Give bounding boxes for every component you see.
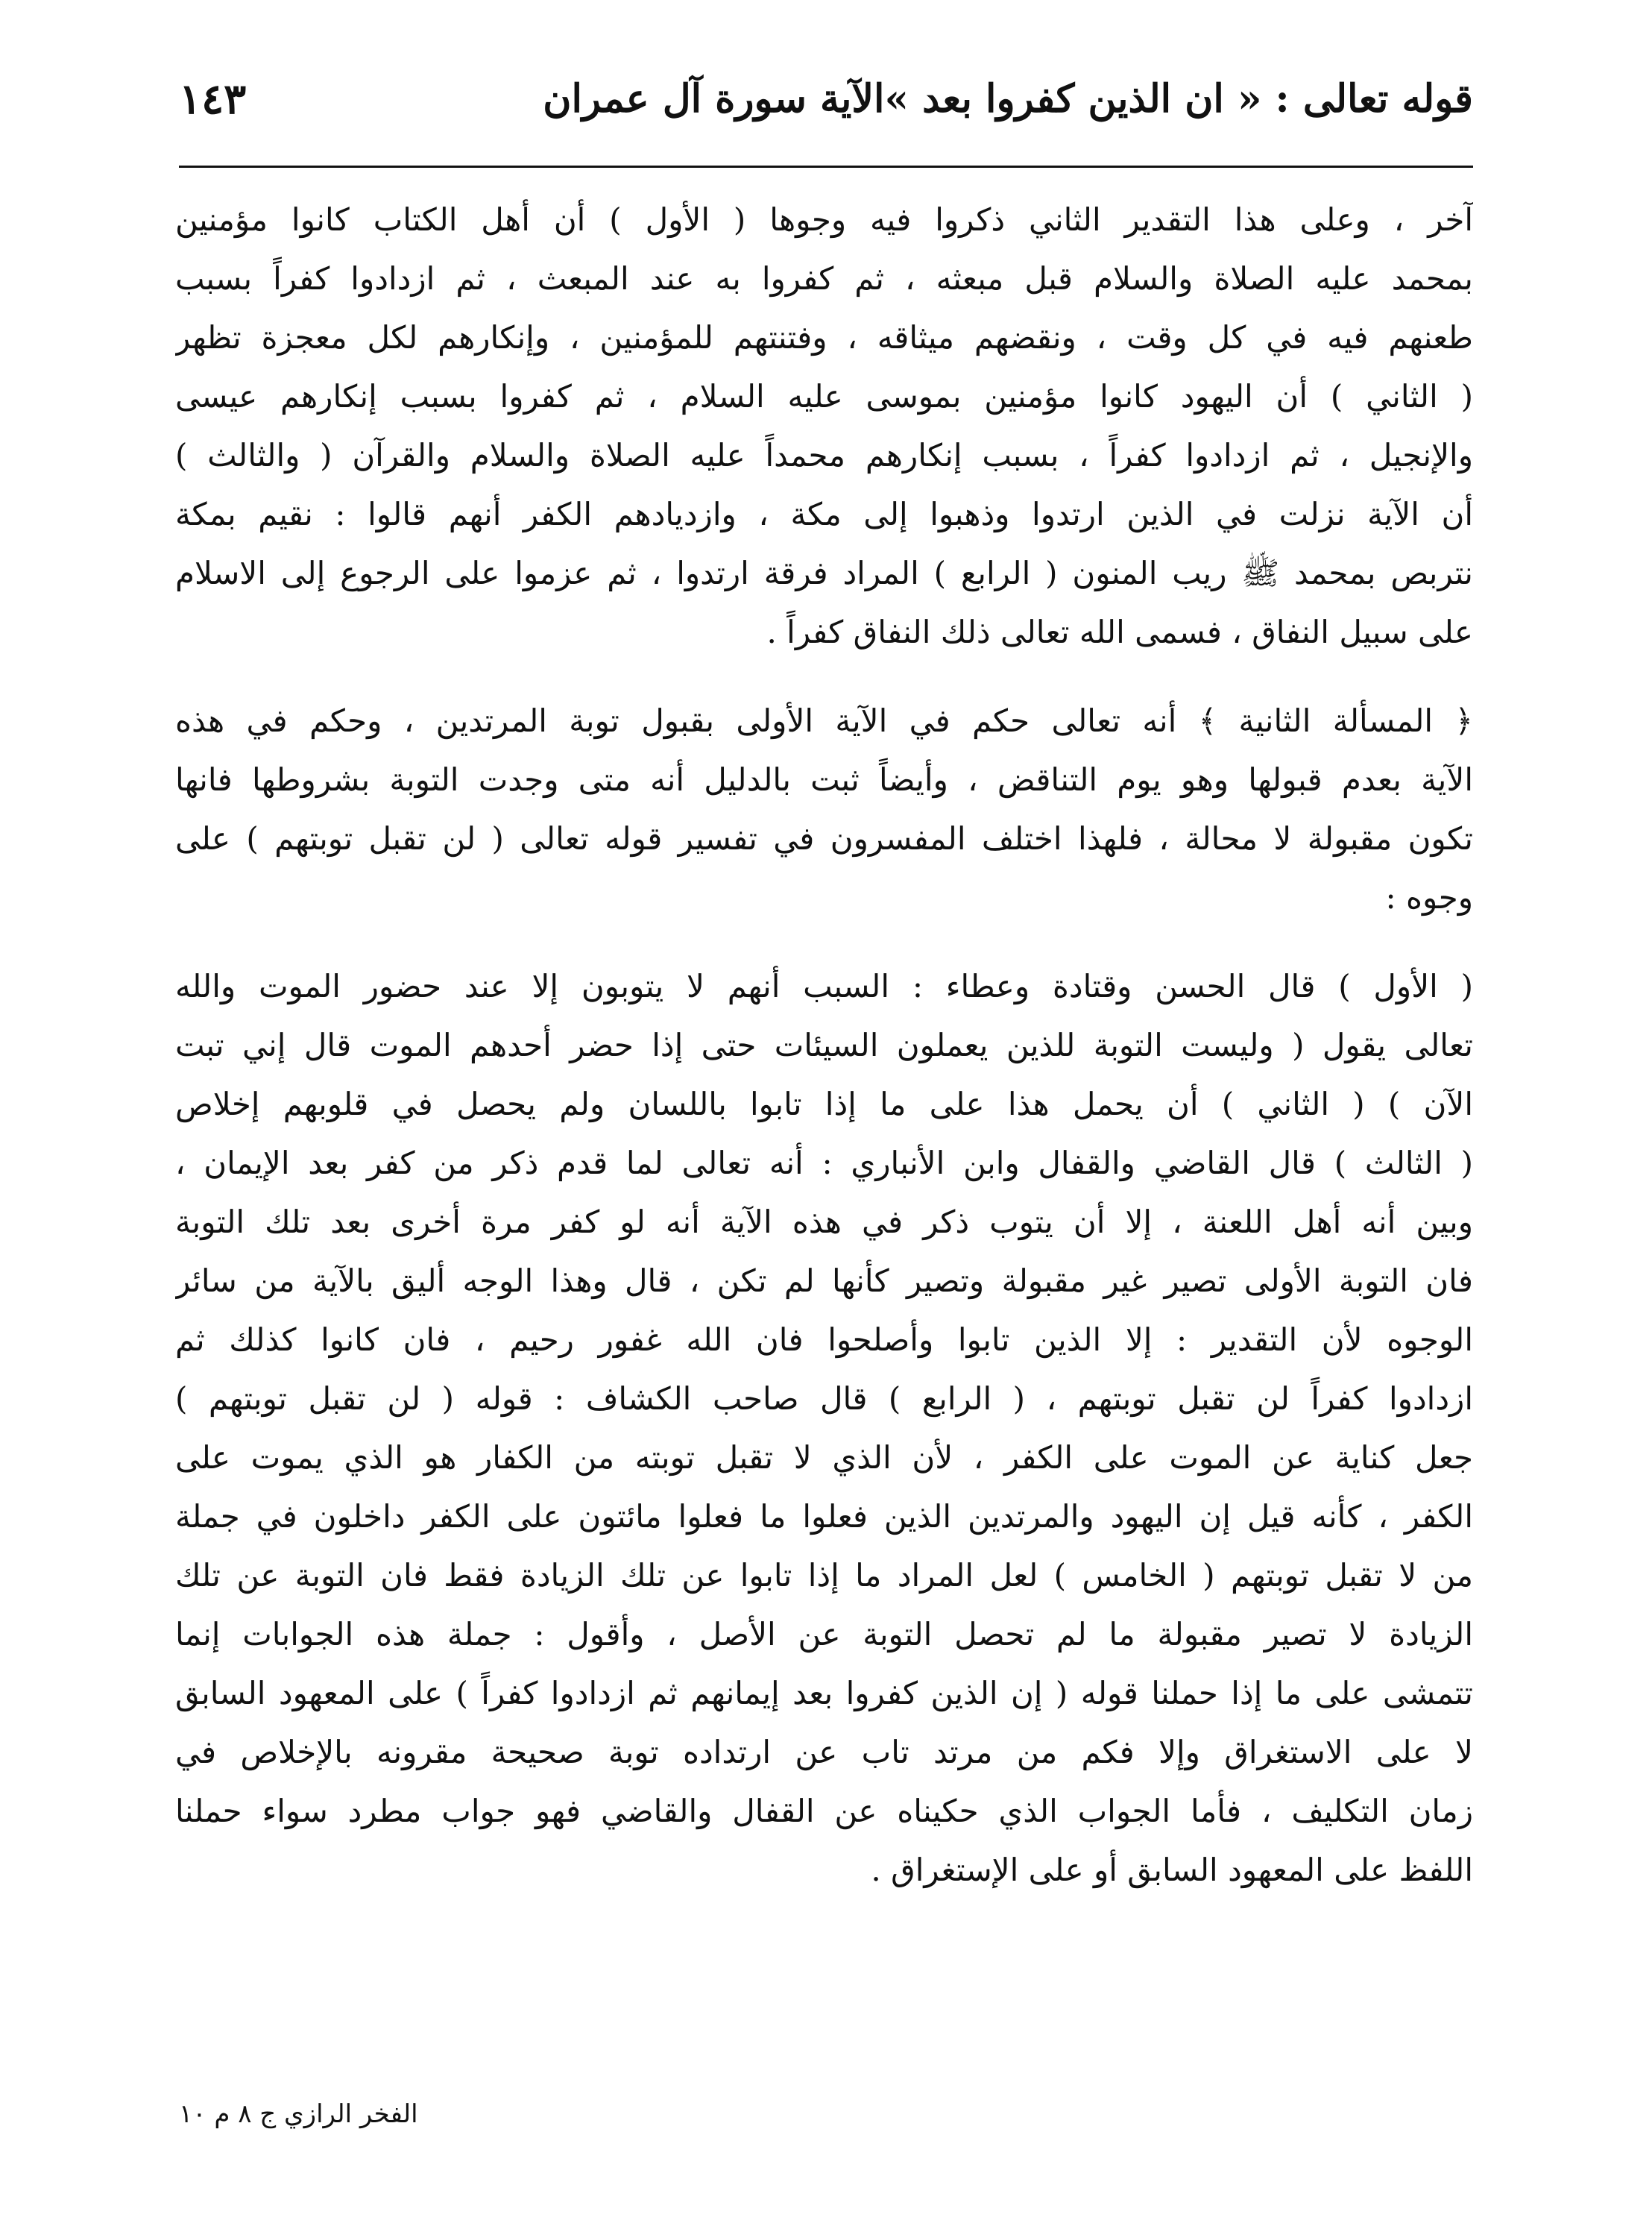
text-line: اللفظ على المعهود السابق أو على الإستغراق . <box>871 1852 1473 1888</box>
text-line: تتمشى على ما إذا حملنا قوله ( إن الذين كفروا بعد إيمانهم ثم ازدادوا كفراً ) على المعهود السابق <box>175 1675 1473 1711</box>
text-line: نتربص بمحمد ﷺ ريب المنون ( الرابع ) المراد فرقة ارتدوا ، ثم عزموا على الرجوع إلى الاسلام <box>175 555 1473 591</box>
page-header <box>179 69 1473 158</box>
footer-signature: الفخر الرازي ج ٨ م ١٠ <box>179 2099 418 2129</box>
page-number: ١٤٣ <box>179 75 247 124</box>
text-line: الآن ) ( الثاني ) أن يحمل هذا على ما إذا تابوا باللسان ولم يحصل في قلوبهم إخلاص <box>175 1086 1473 1122</box>
text-line: بمحمد عليه الصلاة والسلام قبل مبعثه ، ثم كفروا به عند المبعث ، ثم ازدادوا كفراً بسبب <box>175 260 1473 297</box>
text-line: ﴿ المسألة الثانية ﴾ أنه تعالى حكم في الآية الأولى بقبول توبة المرتدين ، وحكم في هذه <box>175 702 1473 739</box>
header-divider <box>179 166 1473 168</box>
text-line: الكفر ، كأنه قيل إن اليهود والمرتدين الذين فعلوا ما فعلوا مائتون على الكفر داخلون في جملة <box>175 1498 1473 1535</box>
text-line: من لا تقبل توبتهم ( الخامس ) لعل المراد ما إذا تابوا عن تلك الزيادة فقط فان التوبة عن تلك <box>175 1557 1473 1594</box>
text-line: ( الثاني ) أن اليهود كانوا مؤمنين بموسى عليه السلام ، ثم كفروا بسبب إنكارهم عيسى <box>175 378 1473 415</box>
text-line: الوجوه لأن التقدير : إلا الذين تابوا وأصلحوا فان الله غفور رحيم ، فان كانوا كذلك ثم <box>175 1321 1473 1358</box>
paragraph-2 <box>175 691 1473 927</box>
paragraph-3 <box>175 957 1473 1899</box>
text-line: فان التوبة الأولى تصير غير مقبولة وتصير كأنها لم تكن ، قال وهذا الوجه أليق بالآية من سائر <box>175 1262 1473 1299</box>
paragraph-1 <box>175 190 1473 661</box>
running-title: قوله تعالى : « ان الذين كفروا بعد »الآية سورة آل عمران <box>543 76 1473 122</box>
text-line: طعنهم فيه في كل وقت ، ونقضهم ميثاقه ، وفتنتهم للمؤمنين ، وإنكارهم لكل معجزة تظهر <box>175 319 1473 356</box>
text-line: تكون مقبولة لا محالة ، فلهذا اختلف المفسرون في تفسير قوله تعالى ( لن تقبل توبتهم ) على <box>175 820 1473 857</box>
text-line: ( الأول ) قال الحسن وقتادة وعطاء : السبب أنهم لا يتوبون إلا عند حضور الموت والله <box>175 968 1473 1004</box>
paragraph-gap <box>175 927 1473 957</box>
text-line: لا على الاستغراق وإلا فكم من مرتد تاب عن ارتداده توبة صحيحة مقرونه بالإخلاص في <box>175 1734 1473 1770</box>
text-line: زمان التكليف ، فأما الجواب الذي حكيناه عن القفال والقاضي فهو جواب مطرد سواء حملنا <box>175 1793 1473 1829</box>
text-line: وجوه : <box>1385 879 1473 916</box>
text-line: والإنجيل ، ثم ازدادوا كفراً ، بسبب إنكارهم محمداً عليه الصلاة والسلام والقرآن ( والثالث ) <box>175 437 1473 474</box>
paragraph-gap <box>175 661 1473 691</box>
text-line: أن الآية نزلت في الذين ارتدوا وذهبوا إلى مكة ، وازديادهم الكفر أنهم قالوا : نقيم بمكة <box>175 496 1473 532</box>
text-line: الزيادة لا تصير مقبولة ما لم تحصل التوبة عن الأصل ، وأقول : جملة هذه الجوابات إنما <box>175 1616 1473 1652</box>
text-line: وبين أنه أهل اللعنة ، إلا أن يتوب ذكر في هذه الآية أنه لو كفر مرة أخرى بعد تلك التوبة <box>175 1204 1473 1240</box>
text-line: آخر ، وعلى هذا التقدير الثاني ذكروا فيه وجوها ( الأول ) أن أهل الكتاب كانوا مؤمنين <box>175 201 1473 238</box>
page-body <box>175 190 1473 1899</box>
text-line: الآية بعدم قبولها وهو يوم التناقض ، وأيضاً ثبت بالدليل أنه متى وجدت التوبة بشروطها فانها <box>175 761 1473 798</box>
text-line: جعل كناية عن الموت على الكفر ، لأن الذي لا تقبل توبته من الكفار هو الذي يموت على <box>175 1439 1473 1476</box>
text-line: ازدادوا كفراً لن تقبل توبتهم ، ( الرابع ) قال صاحب الكشاف : قوله ( لن تقبل توبتهم ) <box>175 1380 1473 1417</box>
text-line: ( الثالث ) قال القاضي والقفال وابن الأنباري : أنه تعالى لما قدم ذكر من كفر بعد الإيمان ، <box>175 1145 1473 1181</box>
text-line: تعالى يقول ( وليست التوبة للذين يعملون السيئات حتى إذا حضر أحدهم الموت قال إني تبت <box>175 1027 1473 1063</box>
text-line: على سبيل النفاق ، فسمى الله تعالى ذلك النفاق كفراً . <box>766 614 1473 650</box>
